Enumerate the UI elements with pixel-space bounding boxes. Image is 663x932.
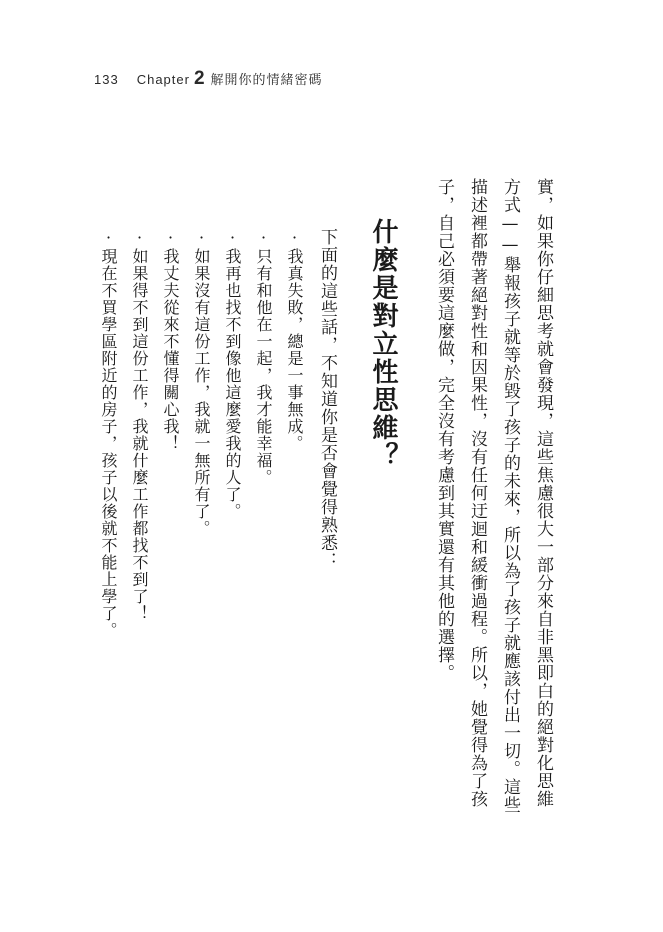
list-item: ·我再也找不到像他這麼愛我的人了。 bbox=[223, 228, 242, 520]
chapter-label: Chapter bbox=[136, 72, 190, 87]
intro-line: 下面的這些話，不知道你是否會覺得熟悉： bbox=[317, 228, 337, 570]
list-item: ·如果沒有這份工作，我就一無所有了。 bbox=[192, 228, 211, 537]
list-item: ·我真失敗，總是一事無成。 bbox=[285, 228, 304, 452]
chapter-number: 2 bbox=[193, 68, 205, 89]
paragraph-line: 描述裡都帶著絕對性和因果性，沒有任何迂迴和緩衝過程。所以，她覺得為了孩 bbox=[467, 178, 487, 808]
paragraph-line: 實，如果你仔細思考就會發現，這些焦慮很大一部分來自非黑即白的絕對化思維 bbox=[533, 178, 553, 808]
list-item: ·現在不買學區附近的房子，孩子以後就不能上學了。 bbox=[99, 228, 118, 639]
page-number: 133 bbox=[94, 72, 119, 87]
paragraph-line: 子，自己必須要這麼做，完全沒有考慮到其實還有其他的選擇。 bbox=[434, 178, 454, 682]
chapter-title: 解開你的情緒密碼 bbox=[210, 72, 323, 87]
list-item: ·我丈夫從來不懂得關心我！ bbox=[161, 228, 180, 452]
paragraph-line: 方式——舉報孩子就等於毀了孩子的未來，所以為了孩子就應該付出一切。這些 bbox=[500, 178, 520, 814]
section-title: 什麼是對立性思維？ bbox=[368, 218, 398, 470]
running-header bbox=[94, 68, 323, 90]
list-item: ·如果得不到這份工作，我就什麼工作都找不到了！ bbox=[130, 228, 149, 622]
list-item: ·只有和他在一起，我才能幸福。 bbox=[254, 228, 273, 486]
vertical-text-body bbox=[93, 178, 559, 838]
